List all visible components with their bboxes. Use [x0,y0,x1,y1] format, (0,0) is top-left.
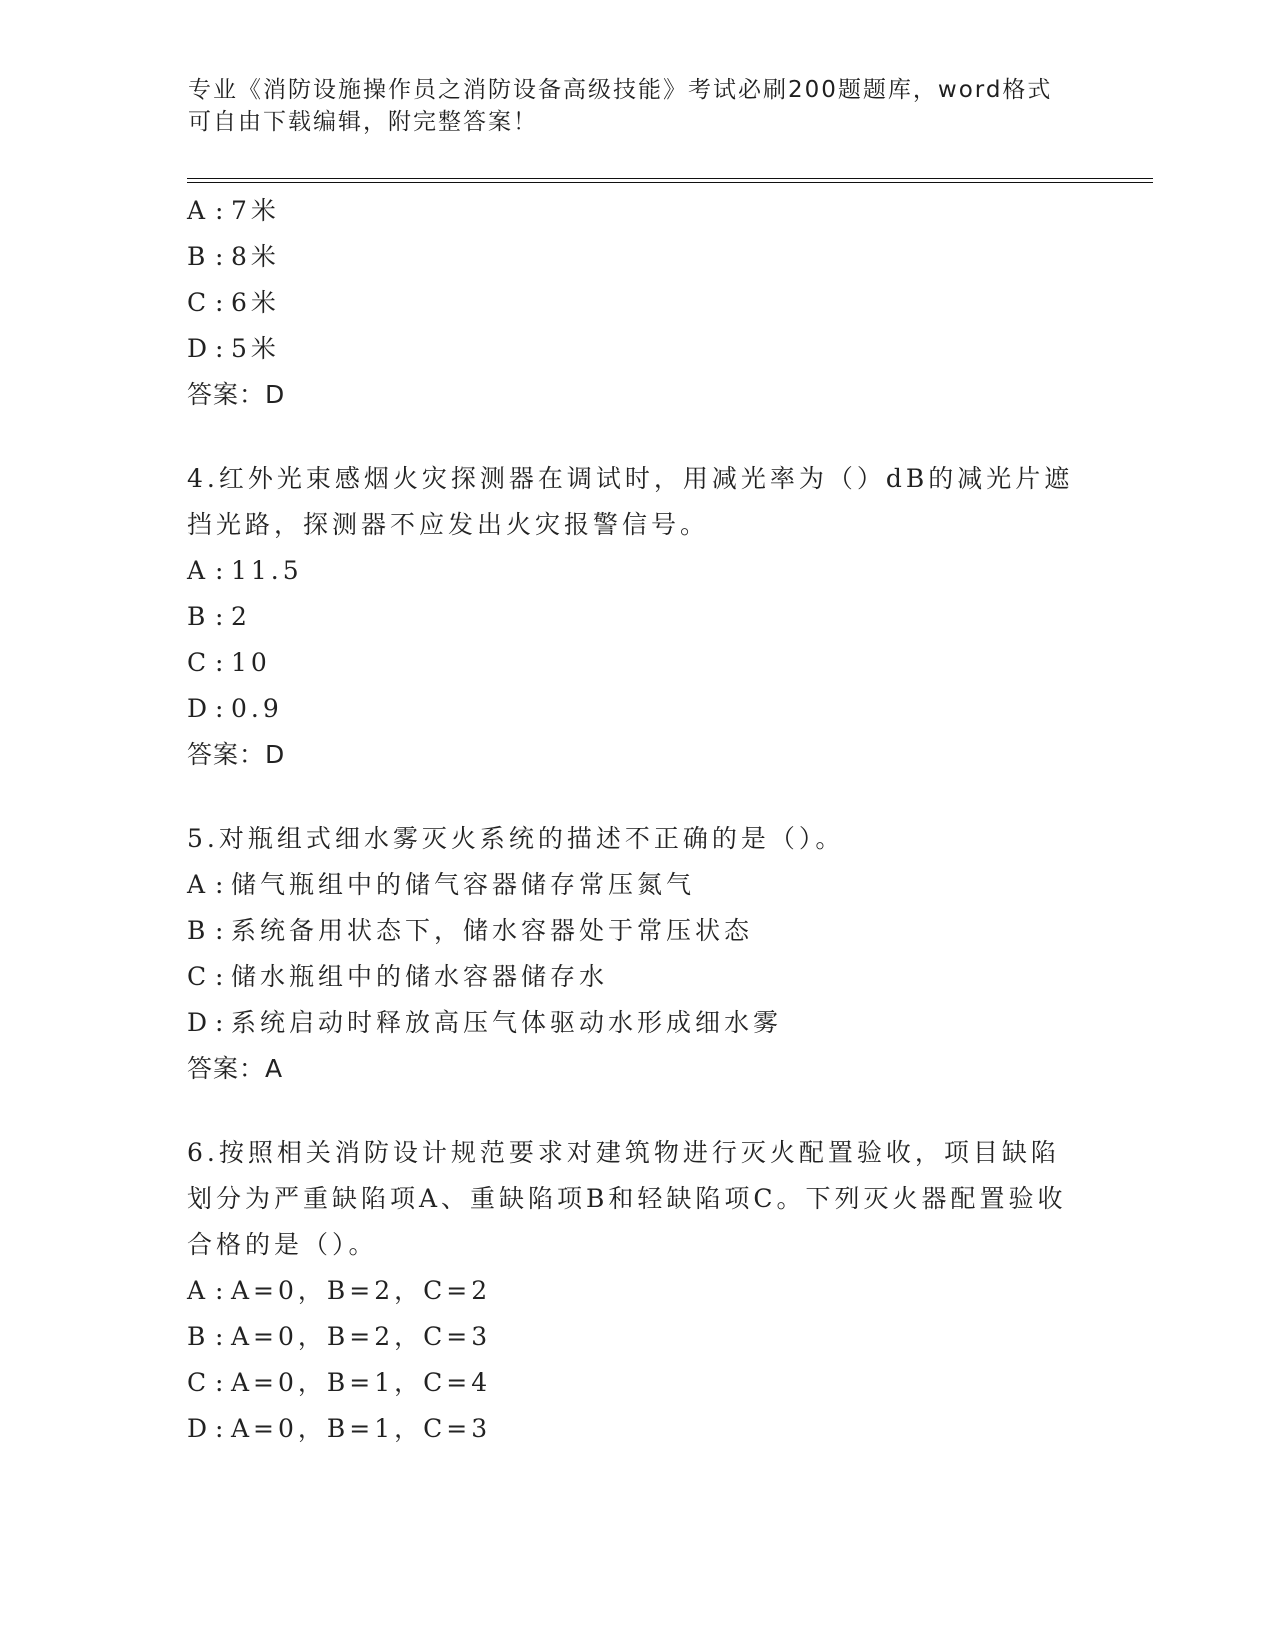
option-c [187,280,1107,326]
option-separator: : [215,870,228,899]
option-separator: : [215,242,228,271]
option-letter: C [187,1368,207,1397]
answer-line [187,732,1107,778]
option-separator: : [215,556,228,585]
option-a [187,862,1107,908]
document-header [188,74,1068,138]
option-c [187,1360,1107,1406]
option-separator: : [215,1322,228,1351]
option-text: A=0，B=1，C=4 [231,1368,492,1397]
question-3 [187,188,1107,418]
option-text: 储气瓶组中的储气容器储存常压氮气 [231,870,696,899]
answer-value: A [265,1054,284,1083]
option-d [187,686,1107,732]
option-letter: D [187,1414,208,1443]
option-d [187,326,1107,372]
header-divider-top [187,178,1153,179]
option-separator: : [215,1414,228,1443]
option-letter: A [187,1276,206,1305]
option-text: 0.9 [231,694,283,723]
answer-value: D [265,380,286,409]
option-d [187,1406,1107,1452]
option-b [187,594,1107,640]
option-text: 系统备用状态下，储水容器处于常压状态 [231,916,754,945]
option-separator: : [215,648,228,677]
option-text: 6米 [231,288,280,317]
option-letter: C [187,288,207,317]
option-c [187,640,1107,686]
answer-line [187,1046,1107,1092]
option-d [187,1000,1107,1046]
option-separator: : [215,602,228,631]
option-letter: D [187,1008,208,1037]
option-letter: B [187,242,206,271]
option-separator: : [215,196,228,225]
option-text: 8米 [231,242,280,271]
header-text: 专业《消防设施操作员之消防设备高级技能》考试必刷200题题库，word格式可自由下载编辑，附完整答案！ [188,77,1053,135]
option-b [187,908,1107,954]
option-a [187,548,1107,594]
option-letter: A [187,556,206,585]
option-text: 储水瓶组中的储水容器储存水 [231,962,609,991]
question-4 [187,456,1107,778]
option-separator: : [215,1368,228,1397]
question-text: 4.红外光束感烟火灾探测器在调试时，用减光率为（）dB的减光片遮挡光路，探测器不应发出火灾报警信号。 [187,464,1074,539]
option-separator: : [215,288,228,317]
question-text: 6.按照相关消防设计规范要求对建筑物进行灭火配置验收，项目缺陷划分为严重缺陷项A、重缺陷项B和轻缺陷项C。下列灭火器配置验收合格的是（）。 [187,1138,1067,1259]
option-letter: D [187,334,208,363]
option-separator: : [215,916,228,945]
option-separator: : [215,1008,228,1037]
option-letter: A [187,196,206,225]
answer-line [187,372,1107,418]
header-divider-bottom [187,182,1153,183]
option-letter: D [187,694,208,723]
answer-value: D [265,740,286,769]
question-5 [187,816,1107,1092]
option-letter: B [187,602,206,631]
option-separator: : [215,962,228,991]
question-list [187,188,1107,1452]
option-letter: B [187,916,206,945]
option-text: 5米 [231,334,280,363]
answer-label: 答案： [187,740,266,769]
option-text: 7米 [231,196,280,225]
option-separator: : [215,1276,228,1305]
option-text: 10 [231,648,271,677]
option-b [187,1314,1107,1360]
option-text: 系统启动时释放高压气体驱动水形成细水雾 [231,1008,783,1037]
option-text: 2 [231,602,251,631]
option-letter: A [187,870,206,899]
option-letter: C [187,962,207,991]
option-a [187,1268,1107,1314]
question-6 [187,1130,1107,1452]
option-b [187,234,1107,280]
option-letter: C [187,648,207,677]
option-c [187,954,1107,1000]
option-text: A=0，B=2，C=3 [231,1322,492,1351]
answer-label: 答案： [187,380,266,409]
option-separator: : [215,694,228,723]
option-text: 11.5 [231,556,303,585]
option-text: A=0，B=2，C=2 [231,1276,492,1305]
answer-label: 答案： [187,1054,266,1083]
option-text: A=0，B=1，C=3 [231,1414,492,1443]
option-separator: : [215,334,228,363]
option-letter: B [187,1322,206,1351]
question-text: 5.对瓶组式细水雾灭火系统的描述不正确的是（）。 [187,824,845,853]
option-a [187,188,1107,234]
